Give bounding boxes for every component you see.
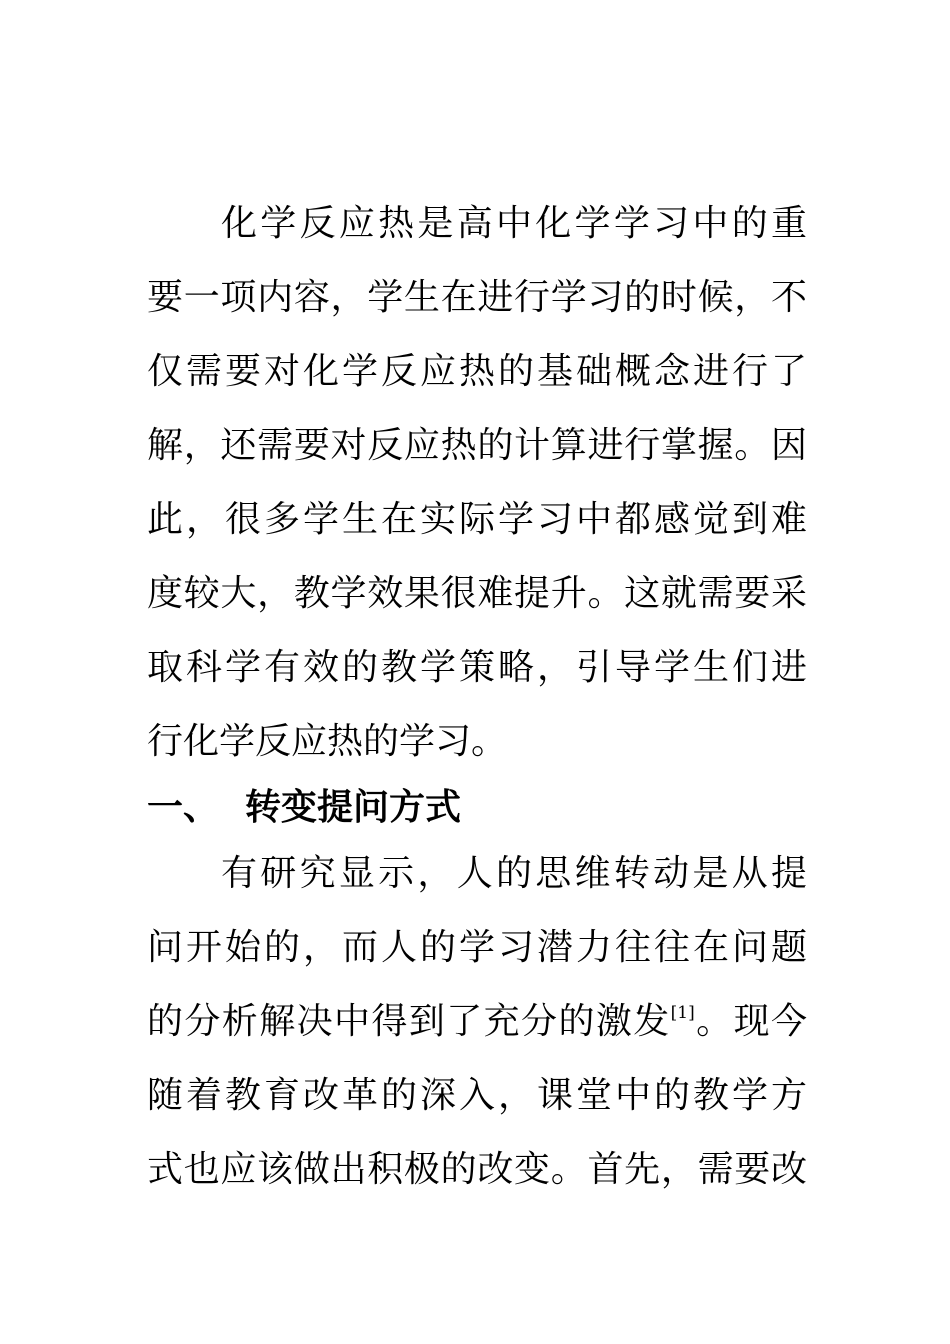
paragraph-line: 随着教育改革的深入，课堂中的教学方 — [147, 1075, 807, 1116]
paragraph-line: 要一项内容，学生在进行学习的时候，不 — [147, 277, 807, 318]
paragraph-line: 问开始的，而人的学习潜力往往在问题 — [147, 927, 807, 968]
section-title: 转变提问方式 — [245, 787, 462, 828]
section-number: 一、 — [147, 787, 220, 828]
line-text: 。现今 — [694, 1001, 807, 1042]
document-body — [147, 187, 807, 1207]
section-heading — [147, 779, 807, 837]
paragraph-line: 化学反应热是高中化学学习中的重 — [221, 203, 807, 244]
paragraph-line-with-citation — [147, 985, 807, 1059]
paragraph-line: 度较大，教学效果很难提升。这就需要采 — [147, 573, 807, 614]
paragraph-line: 解，还需要对反应热的计算进行掌握。因 — [147, 425, 807, 466]
section-paragraph — [147, 837, 807, 1207]
paragraph-line: 取科学有效的教学策略，引导学生们进 — [147, 647, 807, 688]
paragraph-line: 仅需要对化学反应热的基础概念进行了 — [147, 351, 807, 392]
paragraph-line: 式也应该做出积极的改变。首先，需要改 — [147, 1149, 807, 1190]
paragraph-line: 此，很多学生在实际学习中都感觉到难 — [147, 499, 807, 540]
line-text: 的分析解决中得到了充分的激发 — [147, 1001, 671, 1042]
paragraph-line: 行化学反应热的学习。 — [147, 721, 508, 762]
intro-paragraph — [147, 187, 807, 779]
citation-reference[interactable]: [1] — [670, 1003, 695, 1023]
paragraph-line: 有研究显示，人的思维转动是从提 — [221, 853, 807, 894]
